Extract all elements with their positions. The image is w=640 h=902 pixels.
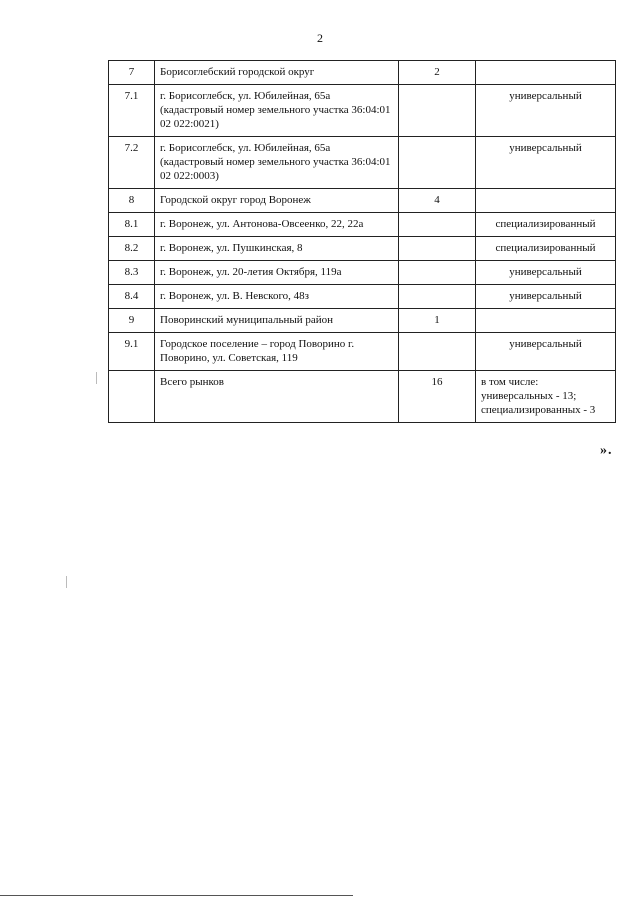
- market-type: универсальный: [476, 333, 616, 371]
- total-number-cell: [109, 371, 155, 423]
- market-location: г. Воронеж, ул. 20-летия Октября, 119а: [155, 261, 399, 285]
- table-row: [109, 61, 616, 85]
- market-type: [476, 61, 616, 85]
- market-location: г. Борисоглебск, ул. Юбилейная, 65а (кадастровый номер земельного участка 36:04:01 02 022:0021): [155, 85, 399, 137]
- closing-quote-mark: ».: [600, 443, 613, 458]
- row-number: 9.1: [109, 333, 155, 371]
- market-type: универсальный: [476, 285, 616, 309]
- table-row: [109, 189, 616, 213]
- market-type: специализированный: [476, 237, 616, 261]
- market-type: универсальный: [476, 85, 616, 137]
- page-number: 2: [317, 31, 323, 45]
- total-count: 16: [399, 371, 476, 423]
- scan-artifact: [66, 576, 67, 588]
- table-row: [109, 285, 616, 309]
- market-count: [399, 137, 476, 189]
- market-count: [399, 85, 476, 137]
- row-number: 7.2: [109, 137, 155, 189]
- market-type: универсальный: [476, 137, 616, 189]
- table-row: [109, 85, 616, 137]
- scan-artifact: [96, 372, 97, 384]
- row-number: 8.2: [109, 237, 155, 261]
- market-count: [399, 261, 476, 285]
- row-number: 8.1: [109, 213, 155, 237]
- market-count: [399, 237, 476, 261]
- footer-rule: [0, 895, 353, 896]
- market-type: [476, 309, 616, 333]
- table-row: [109, 237, 616, 261]
- market-type: специализированный: [476, 213, 616, 237]
- market-location: г. Воронеж, ул. Антонова-Овсеенко, 22, 22а: [155, 213, 399, 237]
- market-location: г. Воронеж, ул. Пушкинская, 8: [155, 237, 399, 261]
- market-count: [399, 285, 476, 309]
- row-number: 7: [109, 61, 155, 85]
- markets-table: [108, 60, 616, 423]
- market-count: [399, 333, 476, 371]
- row-number: 8.4: [109, 285, 155, 309]
- market-type: [476, 189, 616, 213]
- table-row: [109, 213, 616, 237]
- table-row: [109, 309, 616, 333]
- market-location: Поворинский муниципальный район: [155, 309, 399, 333]
- table-row: [109, 333, 616, 371]
- total-row: [109, 371, 616, 423]
- market-count: 1: [399, 309, 476, 333]
- market-count: 2: [399, 61, 476, 85]
- total-breakdown: в том числе: универсальных - 13; специализированных - 3: [476, 371, 616, 423]
- market-location: Городской округ город Воронеж: [155, 189, 399, 213]
- market-count: 4: [399, 189, 476, 213]
- table-row: [109, 137, 616, 189]
- market-location: г. Воронеж, ул. В. Невского, 48з: [155, 285, 399, 309]
- market-count: [399, 213, 476, 237]
- market-location: Борисоглебский городской округ: [155, 61, 399, 85]
- total-label: Всего рынков: [155, 371, 399, 423]
- market-type: универсальный: [476, 261, 616, 285]
- row-number: 9: [109, 309, 155, 333]
- row-number: 7.1: [109, 85, 155, 137]
- table-row: [109, 261, 616, 285]
- market-location: г. Борисоглебск, ул. Юбилейная, 65а (кадастровый номер земельного участка 36:04:01 02 022:0003): [155, 137, 399, 189]
- row-number: 8: [109, 189, 155, 213]
- row-number: 8.3: [109, 261, 155, 285]
- market-location: Городское поселение – город Поворино г. Поворино, ул. Советская, 119: [155, 333, 399, 371]
